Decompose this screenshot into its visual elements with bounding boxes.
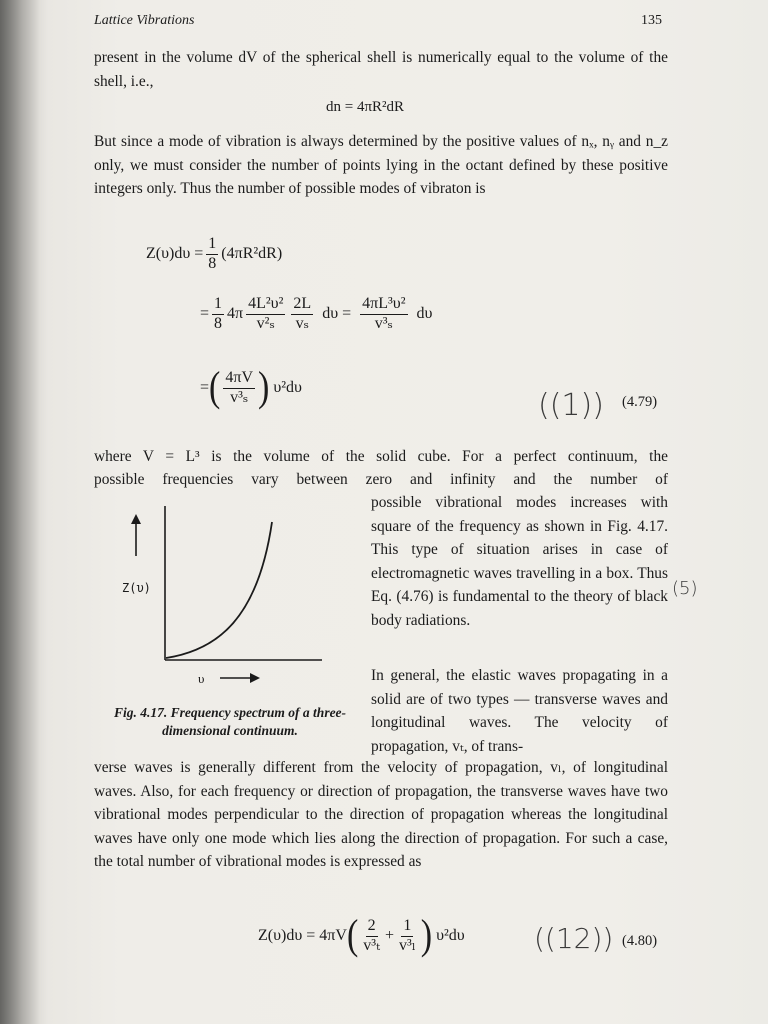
eq4-frac2 (397, 918, 418, 955)
eq4-f1d: v³ₜ (363, 936, 381, 954)
eq1-den: 8 (208, 254, 217, 272)
left-paren: ( (209, 364, 221, 411)
equation-modes-1 (146, 236, 282, 273)
paragraph-4-full: verse waves is generally different from the velocity of propagation, vₗ, of longitudinal waves. Also, for each frequency or direction of propagation, the transverse waves have two vibrational modes perpendicular to the direction of propagation whereas the longitudinal waves have only one mode which lies along the direction of propagation. For such a case, the total number of vibrational modes is expressed as (94, 759, 668, 871)
equation-total-modes (258, 912, 465, 959)
eq2-f4n: 4πL³υ² (360, 296, 407, 315)
running-title: Lattice Vibrations (94, 13, 195, 28)
handwritten-mark-1: ((1)) (538, 388, 604, 423)
paragraph-3-line2: possible frequencies vary between zero and infinity and the number of (94, 471, 668, 488)
eq1-lhs: Z(υ)dυ = (146, 245, 204, 263)
eq1-fraction (206, 236, 218, 273)
eq2-f1d: 8 (214, 314, 223, 332)
eq1-rhs: (4πR²dR) (221, 245, 283, 263)
eq4-plus: + (385, 927, 395, 945)
eq2-mid: 4π (227, 305, 244, 323)
right-paren: ) (258, 364, 270, 411)
y-axis-arrow (131, 514, 141, 556)
eq4-f1n: 2 (366, 918, 378, 937)
page-number: 135 (641, 13, 662, 28)
eq3-tail: υ²dυ (273, 379, 302, 397)
equation-dn: dn = 4πR²dR (326, 99, 405, 115)
eq2-eqsign: = (200, 305, 210, 323)
frequency-spectrum-figure (100, 500, 360, 700)
eq2-f3n: 2L (291, 296, 313, 315)
eq3-fn: 4πV (223, 370, 255, 389)
eq4-lhs: Z(υ)dυ = 4πV (258, 927, 347, 945)
x-axis-arrow (220, 673, 260, 683)
equation-modes-2 (200, 296, 432, 333)
eq2-frac1 (212, 296, 224, 333)
handwritten-mark-2: ((12)) (534, 922, 614, 955)
eq4-frac1 (361, 918, 382, 955)
eq2-frac3 (291, 296, 313, 333)
eq3-fd: v³ₛ (230, 388, 249, 406)
figure-x-label: υ (198, 671, 205, 686)
eq2-f4d: v³ₛ (374, 314, 393, 332)
paragraph-1: present in the volume dV of the spherical shell is numerically equal to the volume of the shell, i.e., (94, 49, 668, 90)
eq2-dv2: dυ (416, 305, 433, 323)
equation-number-4-80: (4.80) (622, 933, 658, 949)
eq2-f3d: vₛ (295, 314, 309, 332)
eq4-f2d: v³ₗ (399, 936, 416, 954)
eq4-f2n: 1 (401, 918, 413, 937)
equation-modes-3 (200, 364, 302, 411)
right-paren: ) (420, 912, 433, 959)
eq2-frac2 (246, 296, 285, 333)
equation-number-4-79: (4.79) (622, 394, 658, 410)
figure-y-label: Z(υ) (122, 581, 151, 595)
eq2-f2n: 4L²υ² (246, 296, 285, 315)
margin-handwritten-note: (5) (672, 578, 698, 599)
paragraph-2: But since a mode of vibration is always determined by the positive values of nₓ, nᵧ and n_z only, we must consider the number of points lying in the octant defined by these positive integers only. Thus the number of possible modes of vibraton is (94, 133, 668, 198)
eq3-eqsign: = (200, 379, 210, 397)
binding-shadow (0, 0, 40, 1024)
figure-caption: Fig. 4.17. Frequency spectrum of a three-dimensional continuum. (113, 705, 347, 738)
eq2-f1n: 1 (212, 296, 224, 315)
eq1-num: 1 (206, 236, 218, 255)
paragraph-3-wrap: possible vibrational modes increases with square of the frequency as shown in Fig. 4.17. This type of situation arises in case of electromagnetic waves travelling in a box. Thus Eq. (4.76) is fundamental to the theory of black body radiations. (371, 494, 668, 629)
eq2-frac4 (360, 296, 407, 333)
z-curve (166, 522, 272, 658)
paragraph-4-wrap: In general, the elastic waves propagating in a solid are of two types — transverse waves and longitudinal waves. The velocity of propagation, vₜ, of trans- (371, 667, 668, 755)
eq4-tail: υ²dυ (436, 927, 465, 945)
left-paren: ( (346, 912, 359, 959)
eq2-dv: dυ = (322, 305, 352, 323)
eq3-frac (223, 370, 255, 407)
eq2-f2d: v²ₛ (256, 314, 275, 332)
paragraph-3-line1: where V = L³ is the volume of the solid cube. For a perfect continuum, the (94, 448, 668, 465)
